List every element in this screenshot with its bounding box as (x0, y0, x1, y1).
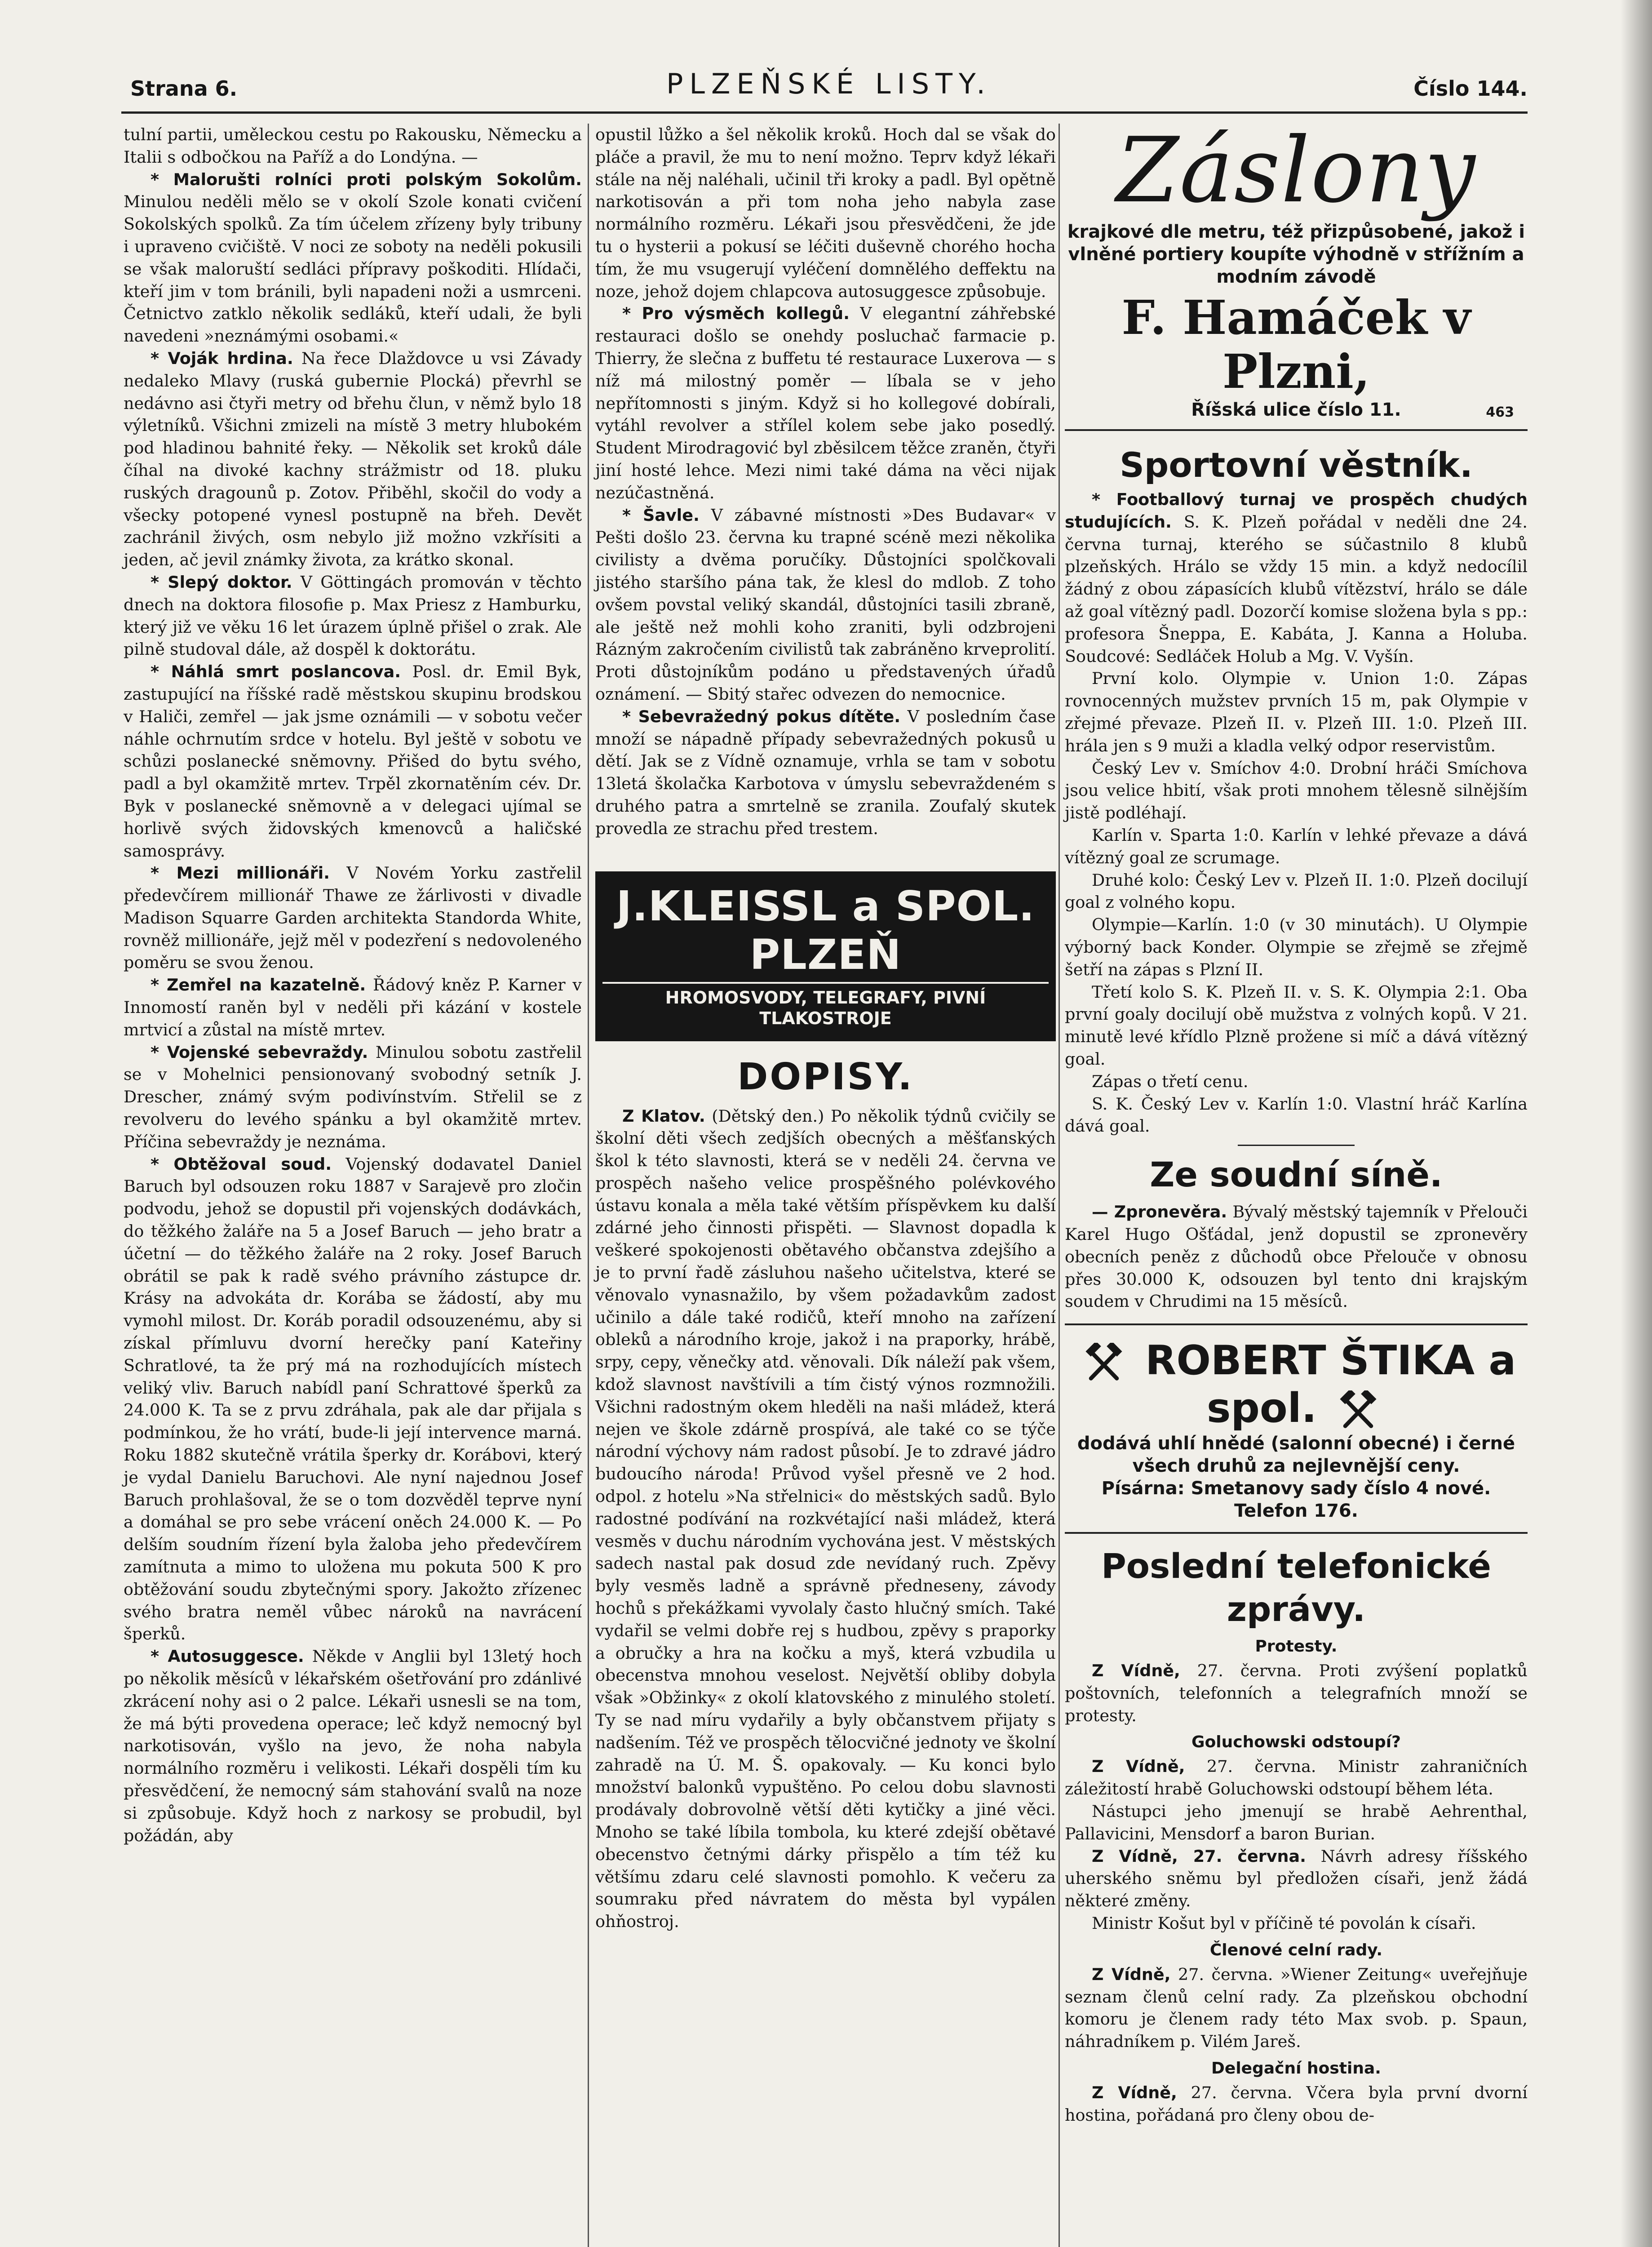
news-headline: Pro výsměch kollegů. (642, 304, 850, 324)
telephone-subheading: Goluchowski odstoupí? (1191, 1733, 1401, 1752)
news-headline: Sebevražedný pokus dítěte. (638, 706, 901, 726)
news-headline: Malorušti rolníci proti polským Sokolům. (173, 169, 582, 189)
news-paragraph (595, 504, 1056, 706)
sport-paragraph (1065, 757, 1528, 824)
news-headline: Zemřel na kazatelně. (167, 975, 366, 995)
telephone-headline: Z Vídně, (1092, 1757, 1185, 1776)
news-paragraph (595, 706, 1056, 840)
news-text: V posledním čase množí se nápadně případy sebevražedných pokusů u dětí. Jak se z Vídně oznamuje, vrhla se tam v sobotu 13letá školačka Karbotova v úmyslu sebevraždeném s druhého patra a smrtelně se zranila. Zoufalý skutek provedla ze strachu před trestem. (595, 706, 1056, 838)
news-paragraph (124, 862, 582, 974)
kleissl-products: HROMOSVODY, TELEGRAFY, PIVNÍ TLAKOSTROJE (602, 982, 1049, 1029)
letter-text: (Dětský den.) Po několik týdnů cvičily se školní děti všech zedjších obecných a měšťanských škol k této slavnosti, která se v neděli 24. června ve prospěch našeho velice prospěšného polévkového ústavu konala a měla také větším příspěvkem ku další zdárné jeho činnosti přispěti. — Slavnost dopadla k veškeré spokojenosti obětavého občanstva zdejšího a je to první řadě zásluhou našeho učitelstva, které se věnovalo vynasnažilo, by všem požadavkům zadost učinilo a dále také rodičů, kteří mnoho na zařízení obleků a národního kroje, jakož i na praporky, hrábě, srpy, cepy, věnečky atd. věnovali. Dík náleží pak všem, kdož slavnost navštívili a tím čistý výnos rozmnožili. Všichni radostným okem hleděli na naši mládež, která nejen ve škole zdárně prospívá, ale také co se týče národní výchovy nám radost působí. Je to zdravé jádro budoucího národa! Průvod vyšel přesně ve 2 hod. odpol. z hotelu »Na střelnici« do městských sadů. Bylo radostné podívání na rozkvétající naši mládež, která vesměs v duchu národním vychována jest. V městských sadech nastal pak dosud zde nevídaný ruch. Zpěvy byly vesměs ladně a správně předneseny, závody hochů s překážkami vyvolaly často hlučný smích. Také vydařil se velmi dobře rej s hudbou, zpěvy s praporky a obručky a hra na kočku a myš, která vzbudila u obecenstva mnohou veselost. Největší obliby dobyla však »Obžinky« z okolí klatovského z minulého století. Ty se nad míru vydařily a byly občanstvem přijaty s nadšením. Též ve prospěch tělocvičné jednoty ve školní zahradě na Ú. M. Š. opakovaly. — Ku konci bylo množství balonků vypuštěno. Po celou dobu slavnosti prodávaly dobrovolně větší děti kytičky a jiné věci. Mnoho se také líbila tombola, ku které zdejší obětavé obecenstvo četnými dárky přispělo a tím též ku většímu zdaru celé slavnosti pomohlo. K večeru za soumraku před návratem do města byl vypálen ohňostroj. (595, 1106, 1056, 1932)
stika-name-line (1065, 1337, 1528, 1432)
news-paragraph (124, 169, 582, 347)
asterisk-mark: * (151, 662, 171, 682)
news-headline: Šavle. (642, 505, 700, 525)
column-2-letters (595, 1105, 1056, 1933)
column-2-news (595, 124, 1056, 840)
asterisk-mark: * (151, 1647, 168, 1666)
sport-text: Druhé kolo: Český Lev v. Plzeň II. 1:0. Plzeň docilují goal z volného kopu. (1065, 870, 1528, 912)
asterisk-mark: * (622, 706, 638, 726)
news-headline: Autosuggesce. (168, 1647, 304, 1666)
news-paragraph (124, 974, 582, 1041)
zaslony-description: krajkové dle metru, též přizpůsobené, jakož i vlněné portiery koupíte výhodně v střížním a modním závodě (1067, 222, 1525, 287)
asterisk-mark: * (151, 348, 168, 368)
sport-paragraph (1065, 1093, 1528, 1138)
zaslony-firm: F. Hamáček v Plzni, (1121, 290, 1471, 399)
sport-text: První kolo. Olympie v. Union 1:0. Zápas rovnocenných mužstev prvních 15 m, pak Olympie v zřejmé převaze. Plzeň II. v. Plzeň III. 1:0. Plzeň III. hrála jen s 9 muži a kladla velký odpor reservistům. (1065, 669, 1528, 755)
page-number: Strana 6. (130, 76, 238, 101)
zaslony-title: Záslony (1116, 118, 1476, 223)
news-text: opustil lůžko a šel několik kroků. Hoch dal se však do pláče a pravil, že mu to není možno. Teprv když lékaři stále na něj naléhali, učinil tři kroky a padl. Byl opětně narkotisován a při tom noha jeho nabyla zase normálního rozměru. Lékaři jsou přesvědčeni, že jde tu o hysterii a pokusí se léčiti duševně chorého hocha tím, že mu vsugerují vyléčení domnělého deffektu na noze, jehož dojem chlapcova autosuggesce způsobuje. (595, 125, 1056, 301)
news-text: Minulou sobotu zastřelil se v Mohelnici pensionovaný svobodný setník J. Drescher, známý svým podivínstvím. Střelil se z revolveru do levého spánku a byl okamžitě mrtev. Příčina sebevraždy je neznáma. (124, 1042, 582, 1151)
news-paragraph (124, 124, 582, 169)
telephone-headline: Z Vídně, (1092, 1964, 1171, 1984)
header-rule (121, 111, 1528, 114)
news-headline: Mezi millionáři. (176, 863, 330, 883)
news-headline: Obtěžoval soud. (173, 1154, 332, 1174)
zaslony-advertisement (1065, 118, 1528, 431)
news-paragraph (124, 661, 582, 862)
court-text: Bývalý městský tajemník v Přelouči Karel Hugo Ošťádal, jenž dopustil se zpronevěry obecních peněz z důchodů obce Přelouče v obnosu přes 30.000 K, odsouzen byl tento dni krajským soudem v Chrudimi na 15 měsíců. (1065, 1202, 1528, 1311)
telephone-subheading: Členové celní rady. (1209, 1941, 1383, 1959)
sport-paragraph (1065, 488, 1528, 667)
stika-office: Písárna: Smetanovy sady číslo 4 nové. (1101, 1478, 1491, 1499)
telephone-headline: Z Vídně, (1092, 1661, 1180, 1681)
news-text: Řádový kněz P. Karner v Innomostí raněn byl v neděli při kázání v kostele mrtvicí a zůstal na místě mrtev. (124, 975, 582, 1039)
sport-headline: Footballový turnaj ve prospěch chudých studujících. (1065, 490, 1528, 532)
zaslony-ad-number: 463 (1486, 404, 1514, 420)
telephone-subheading: Delegační hostina. (1211, 2059, 1381, 2078)
stika-offer: dodává uhlí hnědé (salonní obecné) i černé všech druhů za nejlevnější ceny. (1077, 1433, 1515, 1477)
telephone-paragraph (1065, 1845, 1528, 1912)
stika-phone: Telefon 176. (1234, 1501, 1358, 1522)
court-heading: Ze soudní síně. (1150, 1155, 1443, 1195)
sport-paragraph (1065, 824, 1528, 869)
news-text: V Novém Yorku zastřelil předevčírem millionář Thawe ze žárlivosti v divadle Madison Squarre Garden architekta Standorda White, rovněž millionáře, jejž měl v podezření s nedovoleného poměru se svou ženou. (124, 863, 582, 973)
kleissl-advertisement (595, 871, 1056, 1041)
telephone-subheading: Protesty. (1255, 1637, 1338, 1656)
sport-news (1065, 488, 1528, 1137)
news-text: V zábavné místnosti »Des Budavar« v Pešti došlo 23. června ku trapné scéně mezi několika civilisty a dvěma poručíky. Důstojníci spolčkovali jistého staršího pána tak, že klesl do mdlob. Z toho ovšem povstal veliký skandál, důstojníci tasili zbraně, ale ještě než mohli koho zraniti, byli odzbrojeni Rázným zakročením civilistů tak zabráněno krveprolití. Proti důstojníkům podáno u představených úřadů oznámení. — Sbitý stařec odvezen do nemocnice. (595, 505, 1056, 704)
asterisk-mark: * (151, 1154, 174, 1174)
page-edge-shadow (1621, 0, 1652, 2247)
column-3 (1065, 118, 1528, 2127)
kleissl-name: J.KLEISSL a SPOL. PLZEŇ (616, 882, 1035, 979)
column-divider (1059, 124, 1060, 2247)
section-divider (1238, 1145, 1355, 1146)
court-news (1065, 1201, 1528, 1313)
telephone-text: 27. června. Proti zvýšení poplatků poštovních, telefonních a telegrafních množí se protesty. (1065, 1661, 1528, 1725)
news-paragraph (124, 571, 582, 661)
sport-text: Zápas o třetí cenu. (1092, 1071, 1249, 1091)
court-paragraph (1065, 1201, 1528, 1313)
asterisk-mark: * (151, 975, 167, 995)
news-headline: Slepý doktor. (168, 572, 292, 592)
sport-text: Olympie—Karlín. 1:0 (v 30 minutách). U Olympie výborný back Konder. Olympie se zřejmě se zřejmě šetří na zápas s Plzní II. (1065, 915, 1528, 979)
sport-text: Karlín v. Sparta 1:0. Karlín v lehké převaze a dává vítězný goal ze scrumage. (1065, 825, 1528, 867)
stika-name: ROBERT ŠTIKA a spol. (1145, 1337, 1516, 1432)
telephone-paragraph (1065, 1800, 1528, 1845)
news-paragraph (124, 1041, 582, 1153)
news-text: Minulou neděli mělo se v okolí Szole konati cvičení Sokolských spolků. Za tím účelem zřízeny byly tribuny i upraveno cvičiště. V noci ze soboty na neděli pokusili se však maloruští sedláci přípravy poškoditi. Hlídači, kteří jim v tom bránili, byli napadeni noži a usmrceni. Četnictvo zatklo několik sedláků, kteří udali, že byli navedeni »neznámými osobami.« (124, 192, 582, 346)
telephone-text: Nástupci jeho jmenují se hrabě Aehrenthal, Pallavicini, Mensdorf a baron Burian. (1065, 1802, 1528, 1843)
sport-paragraph (1065, 869, 1528, 914)
news-text: Vojenský dodavatel Daniel Baruch byl odsouzen roku 1887 v Sarajevě pro zločin podvodu, jehož se dopustil při vojenských dodávkách, do těžkého žaláře na 5 a Josef Baruch — jeho bratr a účetní — do těžkého žaláře na 2 roky. Josef Baruch obrátil se pak k radě svého právního zástupce dr. Krásy na advokáta dr. Korába se žádostí, aby mu vymohl milost. Dr. Koráb poradil odsouzenému, aby si získal přímluvu dvorní herečky paní Kateřiny Schratlové, ta že prý má na rozhodujících místech veliký vliv. Baruch nabídl paní Schrattové šperků za 24.000 K. Ta se z prvu zdráhala, pak ale dar přijala s podmínkou, že ho vrátí, bude-li její intervence marná. Roku 1882 skutečně vrátila šperky dr. Korábovi, který je vydal Danielu Baruchovi. Ale nyní najednou Josef Baruch prohlašoval, že se o tom dozvěděl teprve nyní a domáhal se pro sebe vrácení oněch 24.000 K. — Po delším soudním řízení byla žaloba jeho předevčírem zamítnuta a mimo to uložena mu pokuta 500 K pro obtěžování soudu zbytečnými spory. Jakožto zřízenec svého bratra neměl vůbec nároků na navrácení šperků. (124, 1154, 582, 1644)
news-text: V elegantní záhřebské restauraci došlo se onehdy posluchač farmacie p. Thierry, že slečna z buffetu té restaurace Luxerova — s níž má milostný poměr — líbala se v jeho nepřítomnosti s jiným. Když si ho kollegové dobírali, vytáhl revolver a střílel kolem sebe jako posedlý. Student Mirodragović byl zběsilcem těžce zraněn, čtyři jiní hosté lehce. Mezi nimi také dáma na věci nijak nezúčastněná. (595, 304, 1056, 502)
news-paragraph (124, 347, 582, 571)
sport-text: S. K. Český Lev v. Karlín 1:0. Vlastní hráč Karlína dává goal. (1065, 1094, 1528, 1136)
zaslony-address: Říšská ulice číslo 11. (1191, 400, 1401, 420)
telephone-news-heading: Poslední telefonické zprávy. (1101, 1546, 1491, 1630)
asterisk-mark: * (622, 304, 642, 324)
issue-number: Číslo 144. (1413, 76, 1528, 101)
telephone-news (1065, 1635, 1528, 2127)
letter-paragraph (595, 1105, 1056, 1933)
telephone-text: Návrh adresy říšského uherského sněmu byl předložen císaři, jenž žádá některé změny. (1065, 1846, 1528, 1911)
sport-paragraph (1065, 914, 1528, 981)
newspaper-title: PLZEŇSKÉ LISTY. (666, 67, 992, 100)
news-headline: Náhlá smrt poslancova. (171, 662, 401, 682)
news-paragraph (595, 302, 1056, 504)
sport-paragraph (1065, 981, 1528, 1070)
column-divider (588, 124, 589, 2247)
page-header (130, 67, 1528, 117)
asterisk-mark: * (1092, 490, 1116, 509)
dopisy-heading: DOPISY. (737, 1055, 914, 1098)
news-text: Někde v Anglii byl 13letý hoch po několik měsíců v lékařském ošetřování pro zdánlivé zkrácení nohy asi o 2 palce. Lékaři usnesli se na tom, že má býti provedena operace; leč když nemocný byl narkotisován, vyšlo na jevo, že noha nabyla normálního rozměru i velikosti. Lékaři dospěli tím ku přesvědčení, že nemocný sám stahování svalů na noze si způsobuje. Když hoch z narkosy se probudil, byl požádán, aby (124, 1647, 582, 1845)
sport-paragraph (1065, 1070, 1528, 1093)
asterisk-mark: * (622, 505, 643, 525)
letter-headline: Z Klatov. (622, 1106, 705, 1126)
crossed-hammers-icon (1084, 1343, 1124, 1383)
asterisk-mark: * (151, 863, 177, 883)
news-text: V Göttingách promován v těchto dnech na doktora filosofie p. Max Priesz z Hamburku, který již ve věku 16 let úrazem úplně přišel o zrak. Ale pilně studoval dále, až dospěl k doktorátu. (124, 572, 582, 659)
column-2 (595, 124, 1056, 1933)
court-headline: — Zpronevěra. (1092, 1202, 1227, 1222)
crossed-hammers-icon (1338, 1390, 1378, 1431)
asterisk-mark: * (151, 572, 168, 592)
column-1 (124, 124, 582, 1847)
telephone-paragraph (1065, 2082, 1528, 2127)
telephone-text: 27. června. »Wiener Zeitung« uveřejňuje seznam členů celní rady. Za plzeňskou obchodní komoru je členem rady této Max svob. p. Spaun, náhradníkem p. Vilém Jareš. (1065, 1964, 1528, 2052)
news-paragraph (124, 1645, 582, 1847)
news-headline: Vojenské sebevraždy. (167, 1042, 368, 1062)
telephone-headline: Z Vídně, 27. června. (1092, 1846, 1306, 1866)
telephone-headline: Z Vídně, (1092, 2083, 1177, 2103)
news-paragraph (124, 1153, 582, 1646)
sport-heading: Sportovní věstník. (1120, 445, 1473, 485)
telephone-paragraph (1065, 1912, 1528, 1935)
telephone-text: 27. června. Ministr zahraničních záležitostí hrabě Goluchowski odstoupí během léta. (1065, 1757, 1528, 1799)
telephone-text: 27. června. Včera byla první dvorní hostina, pořádaná pro členy obou de- (1065, 2083, 1528, 2125)
telephone-paragraph (1065, 1963, 1528, 2053)
sport-text: Třetí kolo S. K. Plzeň II. v. S. K. Olympia 2:1. Oba první goaly docilují obě mužstva z volných kopů. V 21. minutě levé křídlo Plzně prožene si míč a dává vítězný goal. (1065, 982, 1528, 1069)
telephone-paragraph (1065, 1660, 1528, 1727)
sport-text: Český Lev v. Smíchov 4:0. Drobní hráči Smíchova jsou velice hbití, však proti mnohem tělesně silnějším jistě podléhají. (1065, 758, 1528, 823)
news-paragraph (595, 124, 1056, 302)
asterisk-mark: * (151, 1042, 167, 1062)
sport-text: S. K. Plzeň pořádal v neděli dne 24. června turnaj, kterého se súčastnilo 8 klubů plzeňských. Hrálo se vždy 15 min. a když nedocílil žádný z obou zápasících klubů vítězství, hrálo se dále až goal vítězný padl. Dozorčí komise složena byla s pp.: profesora Šneppa, E. Kabáta, J. Kanna a Holuba. Soudcové: Sedláček Holub a Mg. V. Vyšín. (1065, 512, 1528, 666)
stika-advertisement (1065, 1323, 1528, 1534)
zaslony-address-line (1065, 399, 1528, 421)
telephone-paragraph (1065, 1755, 1528, 1800)
news-text: tulní partii, uměleckou cestu po Rakousku, Německu a Italii s odbočkou na Paříž a do Londýna. — (124, 125, 582, 167)
news-text: Na řece Dlaždovce u vsi Závady nedaleko Mlavy (ruská gubernie Plocká) převrhl se nedávno asi čtyři metry od břehu člun, v němž bylo 18 výletníků. Všichni zmizeli na místě 3 metry hlubokém pod hladinou bahnité řeky. — Několik set kroků dále číhal na divoké kachny strážmistr od 18. pluku ruských dragounů p. Zotov. Přiběhl, skočil do vody a všecky potopené vynesl postupně na břeh. Devět zachránil živých, osm nebylo již možno vzkřísiti a jeden, ač jevil známky života, za krátko skonal. (124, 348, 582, 570)
asterisk-mark: * (151, 169, 173, 189)
news-text: Posl. dr. Emil Byk, zastupující na říšské radě městskou skupinu brodskou v Haliči, zemřel — jak jsme oznámili — v sobotu večer náhle ochrnutím srdce v hotelu. Byl ještě v sobotu ve schůzi poslanecké sněmovny. Přišed do bytu svého, padl a byl okamžitě mrtev. Trpěl zkornatěním cév. Dr. Byk v poslanecké sněmovně a v delegaci ujímal se horlivě svých židovských kmenovců a haličské samosprávy. (124, 662, 582, 861)
news-headline: Voják hrdina. (168, 348, 293, 368)
sport-paragraph (1065, 667, 1528, 757)
telephone-text: Ministr Košut byl v příčině té povolán k císaři. (1092, 1914, 1476, 1933)
